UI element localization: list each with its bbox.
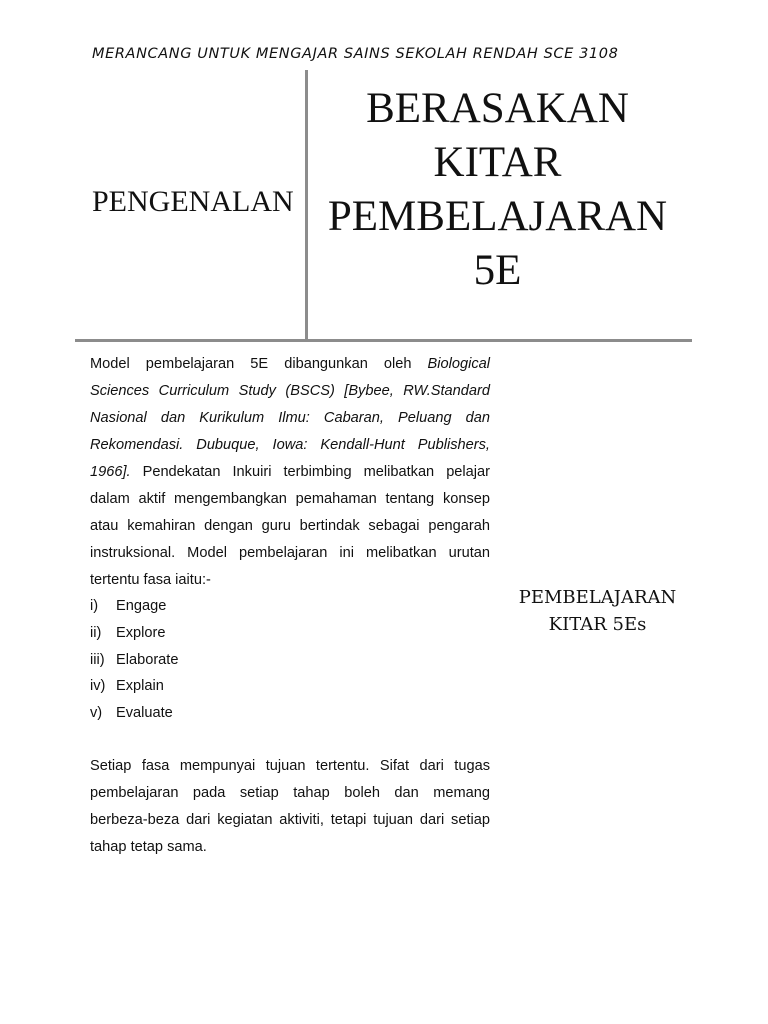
list-item (90, 620, 178, 647)
paragraph-line (90, 405, 490, 432)
main-title-line: PEMBELAJARAN (327, 193, 668, 240)
paragraph-line (90, 378, 490, 405)
list-label: Engage (116, 598, 167, 614)
citation-text: Rekomendasi. Dubuque, Iowa: Kendall-Hunt Publishers, (90, 437, 490, 453)
paragraph-line: berbeza-beza dari kegiatan aktiviti, tetapi tujuan dari setiap (90, 812, 490, 828)
phase-paragraph (90, 753, 490, 861)
list-number: v) (90, 705, 103, 722)
citation-text: Nasional dan Kurikulum Ilmu: Cabaran, Peluang dan (90, 410, 490, 426)
paragraph-line (90, 459, 490, 486)
list-item (90, 647, 178, 674)
list-item (90, 673, 178, 700)
main-title (315, 82, 680, 298)
list-label: Evaluate (116, 705, 173, 722)
list-number: iii) (90, 651, 105, 668)
list-label: Explore (116, 624, 166, 641)
list-label: Explain (116, 678, 164, 695)
paragraph-line: atau kemahiran dengan guru bertindak sebagai pengarah (90, 518, 490, 534)
main-title-line: 5E (473, 247, 522, 294)
side-title (500, 584, 695, 638)
paragraph-line (90, 432, 490, 459)
citation-text: Sciences Curriculum Study (BSCS) [Bybee, RW.Standard (90, 383, 490, 399)
list-number: iv) (90, 678, 106, 695)
paragraph-line: tertentu fasa iaitu:- (90, 572, 211, 588)
text-run: Pendekatan Inkuiri terbimbing melibatkan pelajar (130, 464, 490, 480)
list-label: Elaborate (116, 651, 179, 668)
text-run: Model pembelajaran 5E dibangunkan oleh (90, 356, 428, 372)
main-title-line: KITAR (433, 139, 562, 186)
side-title-line: KITAR 5Es (548, 614, 647, 635)
paragraph-line: instruksional. Model pembelajaran ini melibatkan urutan (90, 545, 490, 561)
list-item (90, 593, 178, 620)
citation-text: 1966]. (90, 464, 131, 480)
paragraph-line: tahap tetap sama. (90, 839, 207, 855)
paragraph-line: pembelajaran pada setiap tahap boleh dan memang (90, 785, 490, 801)
side-title-line: PEMBELAJARAN (518, 587, 677, 608)
paragraph-line: dalam aktif mengembangkan pemahaman tentang konsep (90, 491, 490, 507)
page-header: MERANCANG UNTUK MENGAJAR SAINS SEKOLAH RENDAH SCE 3108 (92, 46, 619, 62)
vertical-divider (305, 70, 308, 340)
paragraph-line: Setiap fasa mempunyai tujuan tertentu. Sifat dari tugas (90, 758, 490, 774)
section-label: PENGENALAN (92, 185, 294, 218)
horizontal-divider (75, 339, 692, 342)
main-title-line: BERASAKAN (366, 85, 629, 132)
citation-text: Biological (427, 356, 490, 372)
list-item (90, 700, 178, 727)
intro-paragraph (90, 351, 490, 594)
list-number: i) (90, 598, 99, 614)
phase-list (90, 593, 178, 727)
list-number: ii) (90, 624, 102, 641)
paragraph-line (90, 351, 490, 378)
